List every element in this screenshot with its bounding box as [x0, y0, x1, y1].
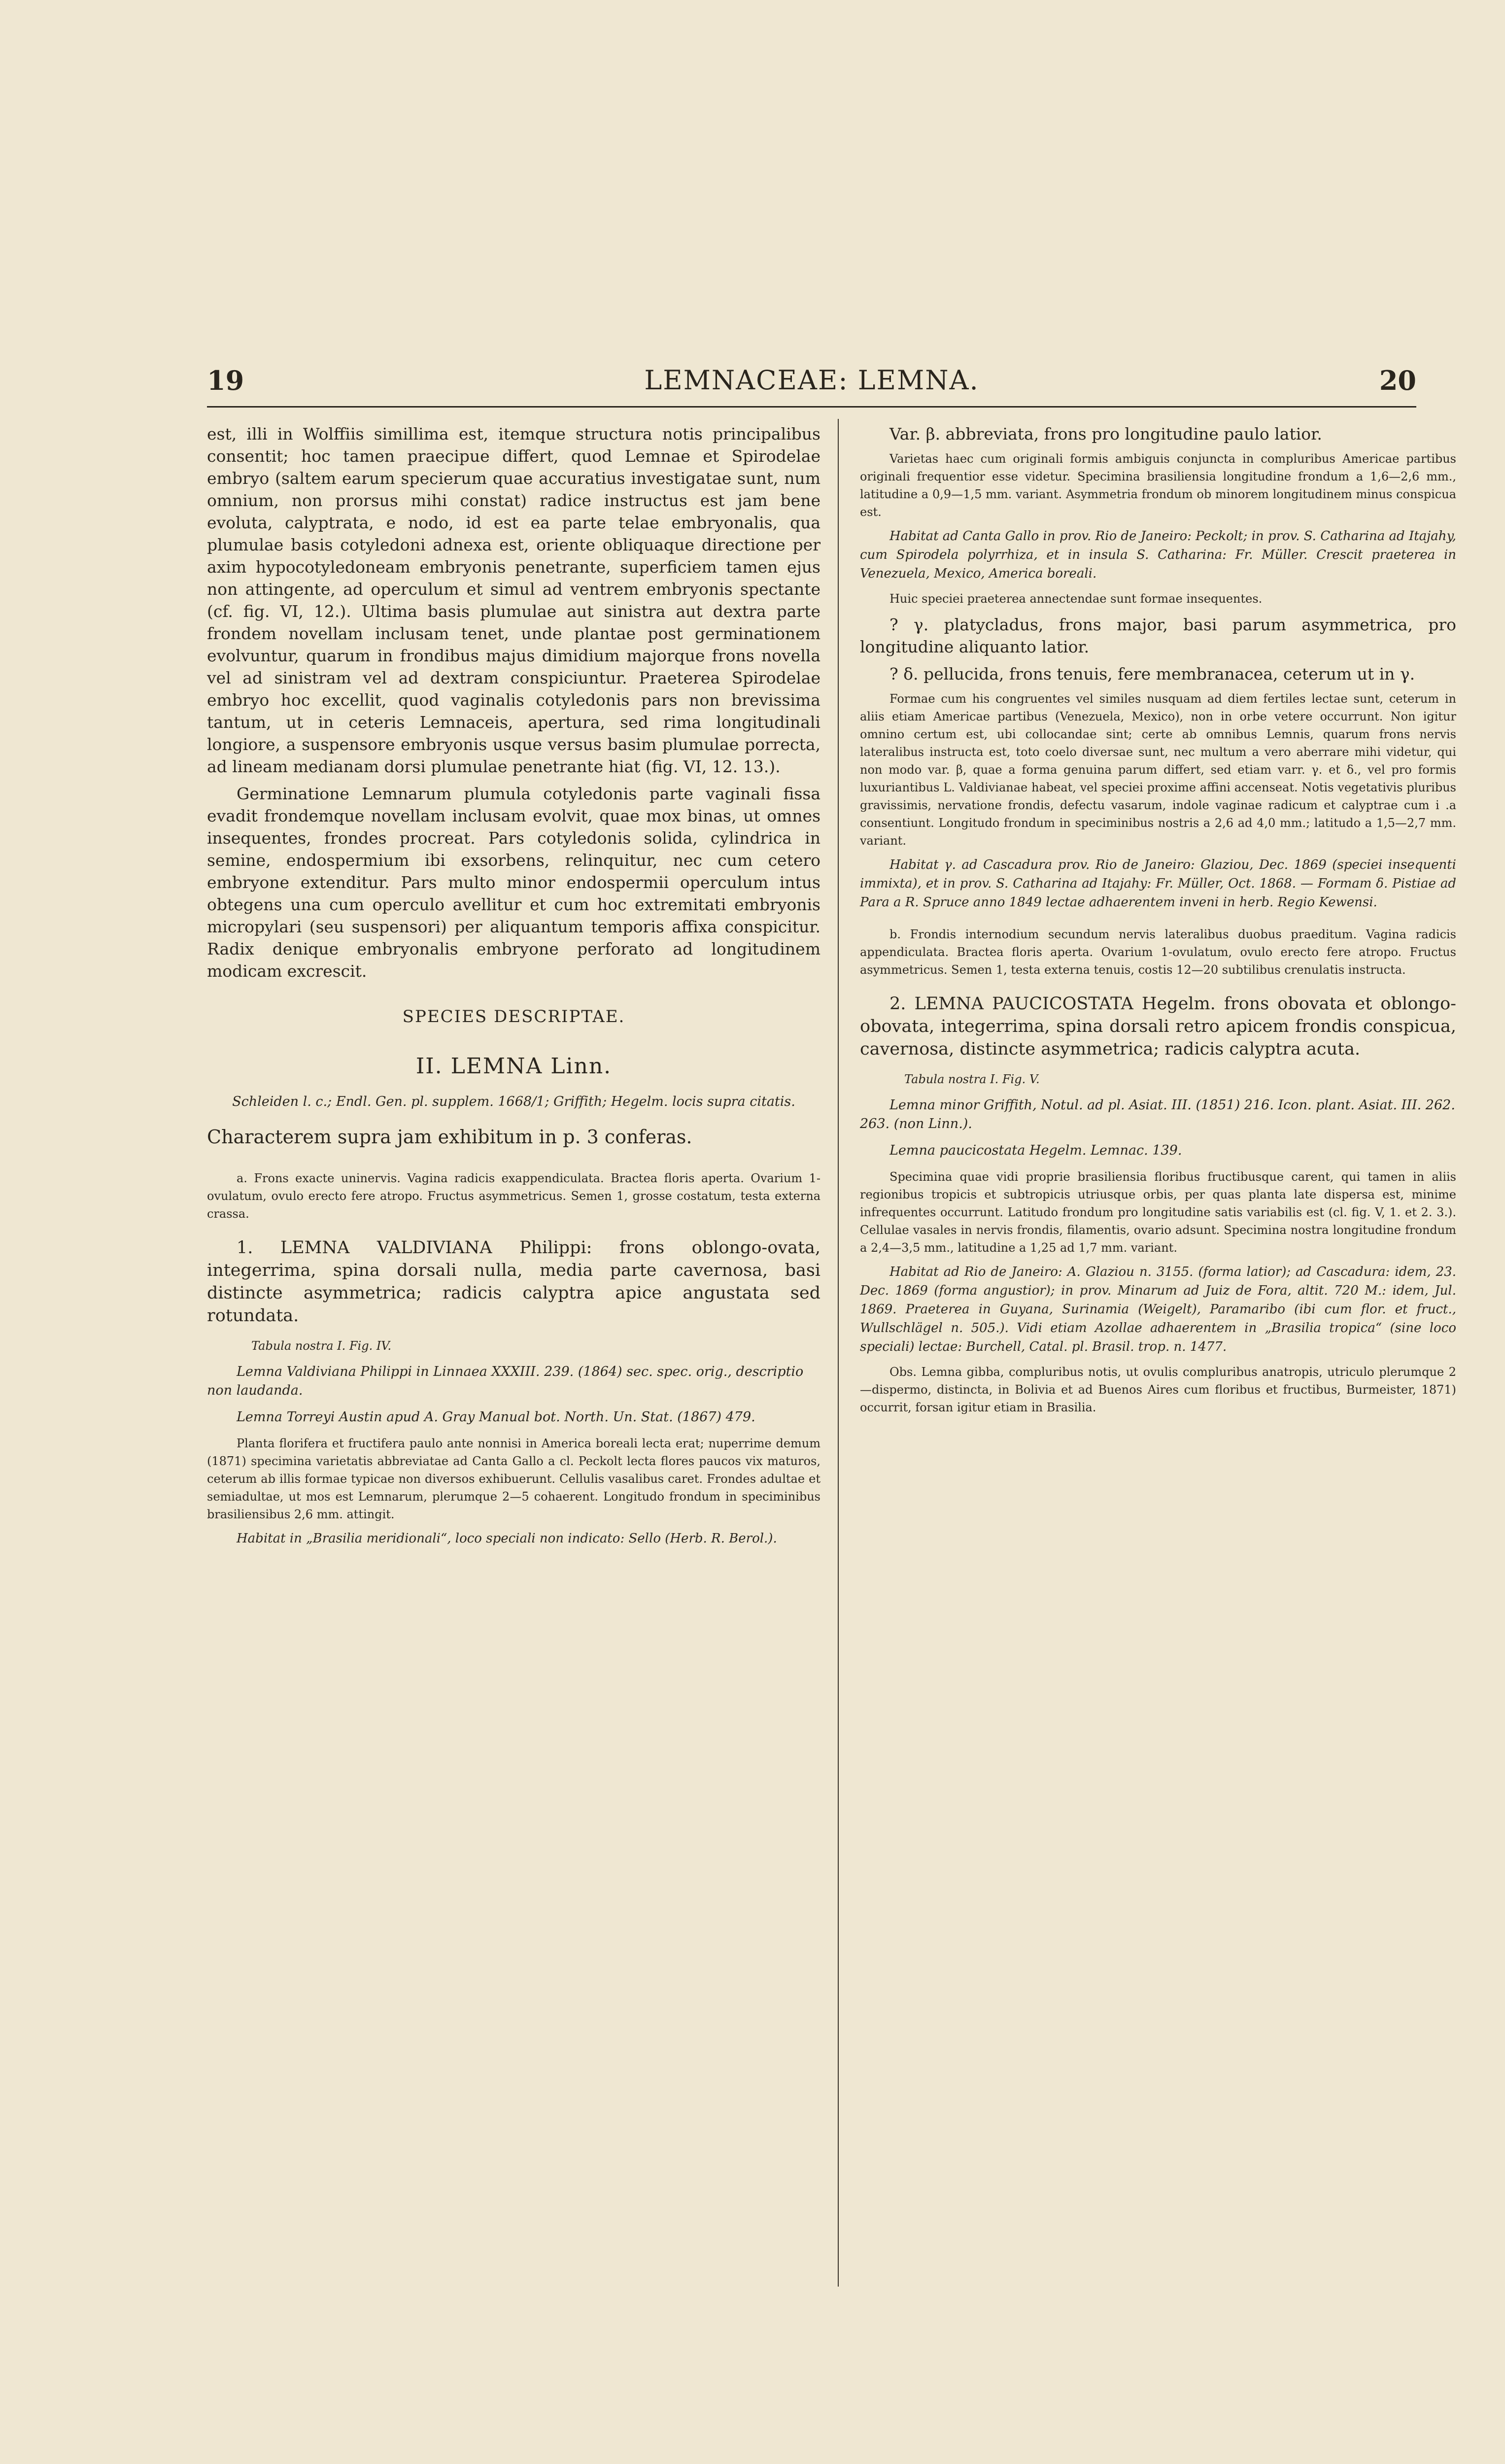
right-column [860, 423, 1456, 1422]
running-header [207, 365, 1416, 409]
variety-delta: ? δ. pellucida, frons tenuis, fere membranacea, ceterum ut in γ. [889, 664, 1415, 684]
character-note: Characterem supra jam exhibitum in p. 3 conferas. [207, 1126, 692, 1148]
page-number-left: 19 [207, 365, 244, 396]
species-1-habitat: Habitat in „Brasilia meridionali“, loco speciali non indicato: Sello (Herb. R. Berol.). [237, 1531, 777, 1546]
synonym-reference: Lemna Valdiviana Philippi in Linnaea XXXIII. 239. (1864) sec. spec. orig., descriptio non laudanda. [207, 1364, 804, 1398]
body-paragraph: Germinatione Lemnarum plumula cotyledonis parte vaginali fissa evadit frondemque novellam inclusam evolvit, quae mox binas, ut omnes insequentes, frondes procreat. Pars cotyledonis solida, cylindrica in semine, endospermium ibi exsorbens, relinquitur, nec cum cetero embryone extenditur. Pars multo minor endospermii operculum intus obtegens una cum operculo avellitur et cum hoc extremitati embryonis micropylari (seu suspensori) per aliquantum temporis affixa conspicitur. Radix denique embryonalis embryone perforato ad longitudinem modicam excrescit. [207, 784, 821, 981]
body-paragraph: est, illi in Wolffiis simillima est, itemque structura notis principalibus consentit; hoc tamen praecipue differt, quod Lemnae et Spirodelae embryo (saltem earum specierum quae accuratius investigatae sunt, num omnium, non prorsus mihi constat) radice instructus est jam bene evoluta, calyptrata, e nodo, id est ea parte telae embryonalis, qua plumulae basis cotyledoni adnexa est, oriente obliquaque directione per axim hypocotyledoneam embryonis penetrante, superficiem tamen ejus non attingente, ad operculum et simul ad ventrem embryonis spectante (cf. fig. VI, 12.). Ultima basis plumulae aut sinistra aut dextra parte frondem novellam inclusam tenet, unde plantae post germinationem evolvuntur, quarum in frondibus majus dimidium majorque frons novella vel ad sinistram vel ad dextram conspiciuntur. Praeterea Spirodelae embryo hoc excellit, quod vaginalis cotyledonis pars non brevissima tantum, ut in ceteris Lemnaceis, apertura, sed rima longitudinali longiore, a suspensore embryonis usque versus basim plumulae porrecta, ad lineam medianam dorsi plumulae penetrante hiat (fig. VI, 12. 13.). [207, 424, 821, 776]
species-2-diagnosis: 2. LEMNA PAUCICOSTATA Hegelm. frons obovata et oblongo-obovata, integerrima, spina dorsali retro apicem frondis conspicua, cavernosa, distincte asymmetrica; radicis calyptra acuta. [860, 994, 1456, 1059]
variety-beta-notes: Varietas haec cum originali formis ambiguis conjuncta in compluribus Americae partibus originali frequentior esse videtur. Specimina brasiliensia longitudine frondum a 1,6—2,6 mm., latitudine a 0,9—1,5 mm. variant. Asymmetria frondum ob minorem longitudinem minus conspicua est. [860, 452, 1456, 519]
running-title: LEMNACEAE: LEMNA. [644, 365, 979, 396]
genus-references: Schleiden l. c.; Endl. Gen. pl. supplem. 1668/1; Griffith; Hegelm. locis supra citatis. [232, 1094, 795, 1109]
page-number-right: 20 [1379, 365, 1416, 396]
synonym-reference: Lemna minor Griffith, Notul. ad pl. Asiat. III. (1851) 216. Icon. plant. Asiat. III. 262. 263. (non Linn.). [860, 1097, 1455, 1131]
header-rule [207, 406, 1416, 408]
left-column [207, 423, 821, 1555]
variety-beta-habitat: Habitat ad Canta Gallo in prov. Rio de Janeiro: Peckolt; in prov. S. Catharina ad Itajahy, cum Spirodela polyrrhiza, et in insula S. Catharina: Fr. Müller. Crescit praeterea in Venezuela, Mexico, America boreali. [860, 529, 1456, 581]
species-1-notes: Planta florifera et fructifera paulo ante nonnisi in America boreali lecta erat; nuperrime demum (1871) specimina varietatis abbreviatae ad Canta Gallo a cl. Peckolt lecta flores paucos vix maturos, ceterum ab illis formae typicae non diversos exhibuerunt. Cellulis vasalibus caret. Frondes adultae et semiadultae, ut mos est Lemnarum, plerumque 2—5 cohaerent. Longitudo frondum in speciminibus brasiliensibus 2,6 mm. attingit. [207, 1437, 821, 1521]
plate-reference: Tabula nostra I. Fig. IV. [251, 1339, 392, 1353]
varieties-notes: Formae cum his congruentes vel similes nusquam ad diem fertiles lectae sunt, ceterum in aliis etiam Americae partibus (Venezuela, Mexico), non in orbe vetere occurrunt. Non igitur omnino certum est, ubi collocandae sint; certe ab omnibus Lemnis, quarum frons nervis lateralibus instructa est, toto coelo diversae sunt, nec multum a vero aberrare mihi videtur, qui non modo var. β, quae a forma genuina parum differt, sed etiam varr. γ. et δ., vel pro formis luxuriantibus L. Valdivianae habeat, vel speciei proxime affini accenseat. Notis vegetativis pluribus gravissimis, nervatione frondis, defectu vasarum, indole vaginae radicum et calyptrae cum i .a consentiunt. Longitudo frondum in speciminibus nostris a 2,6 ad 4,0 mm.; latitudo a 1,5—2,7 mm. variant. [860, 692, 1456, 848]
spacer [860, 919, 1456, 925]
plate-reference: Tabula nostra I. Fig. V. [904, 1072, 1040, 1086]
species-2-notes: Specimina quae vidi proprie brasiliensia floribus fructibusque carent, qui tamen in aliis regionibus tropicis et subtropicis utriusque orbis, per quas planta late dispersa est, minime infrequentes occurrunt. Latitudo frondum pro longitudine satis variabilis est (cl. fig. V, 1. et 2. 3.). Cellulae vasales in nervis frondis, filamentis, ovario adsunt. Specimina nostra longitudine frondum a 2,4—3,5 mm., latitudine a 1,25 ad 1,7 mm. variant. [860, 1170, 1456, 1255]
synonym-reference: Lemna paucicostata Hegelm. Lemnac. 139. [889, 1143, 1182, 1158]
section-title: SPECIES DESCRIPTAE. [402, 1007, 625, 1027]
section-b-description: b. Frondis internodium secundum nervis lateralibus duobus praeditum. Vagina radicis appendiculata. Bractea floris aperta. Ovarium 1-ovulatum, ovulo erecto fere atropo. Fructus asymmetricus. Semen 1, testa externa tenuis, costis 12—20 subtilibus crenulatis instructa. [860, 927, 1456, 977]
synonym-reference: Lemna Torreyi Austin apud A. Gray Manual bot. North. Un. Stat. (1867) 479. [237, 1409, 755, 1425]
column-divider [838, 419, 839, 2287]
genus-title: II. LEMNA Linn. [415, 1054, 612, 1079]
variety-gamma: ? γ. platycladus, frons major, basi parum asymmetrica, pro longitudine aliquanto latior. [860, 615, 1456, 656]
species-1-diagnosis: 1. LEMNA VALDIVIANA Philippi: frons oblongo-ovata, integerrima, spina dorsali nulla, media parte cavernosa, basi distincte asymmetrica; radicis calyptra apice angustata sed rotundata. [207, 1238, 821, 1326]
observation-note: Obs. Lemna gibba, compluribus notis, ut ovulis compluribus anatropis, utriculo plerumque 2—dispermo, distincta, in Bolivia et ad Buenos Aires cum floribus et fructibus, Burmeister, 1871) occurrit, forsan igitur etiam in Brasilia. [860, 1365, 1456, 1414]
species-2-habitat: Habitat ad Rio de Janeiro: A. Glaziou n. 3155. (forma latior); ad Cascadura: idem, 23. Dec. 1869 (forma angustior); in prov. Minarum ad Juiz de Fora, altit. 720 M.: idem, Jul. 1869. Praeterea in Guyana, Surinamia (Weigelt), Paramaribo (ibi cum flor. et fruct., Wullschlägel n. 505.). Vidi etiam Azollae adhaerentem in „Brasilia tropica“ (sine loco speciali) lectae: Burchell, Catal. pl. Brasil. trop. n. 1477. [860, 1265, 1456, 1354]
variety-beta: Var. β. abbreviata, frons pro longitudine paulo latior. [889, 424, 1322, 444]
section-a-description: a. Frons exacte uninervis. Vagina radicis exappendiculata. Bractea floris aperta. Ovarium 1-ovulatum, ovulo erecto fere atropo. Fructus asymmetricus. Semen 1, grosse costatum, testa externa crassa. [207, 1171, 821, 1221]
varieties-habitat: Habitat γ. ad Cascadura prov. Rio de Janeiro: Glaziou, Dec. 1869 (speciei insequenti immixta), et in prov. S. Catharina ad Itajahy: Fr. Müller, Oct. 1868. — Formam δ. Pistiae ad Para a R. Spruce anno 1849 lectae adhaerentem inveni in herb. Regio Kewensi. [860, 857, 1456, 910]
forms-note: Huic speciei praeterea annectendae sunt formae insequentes. [889, 592, 1263, 606]
